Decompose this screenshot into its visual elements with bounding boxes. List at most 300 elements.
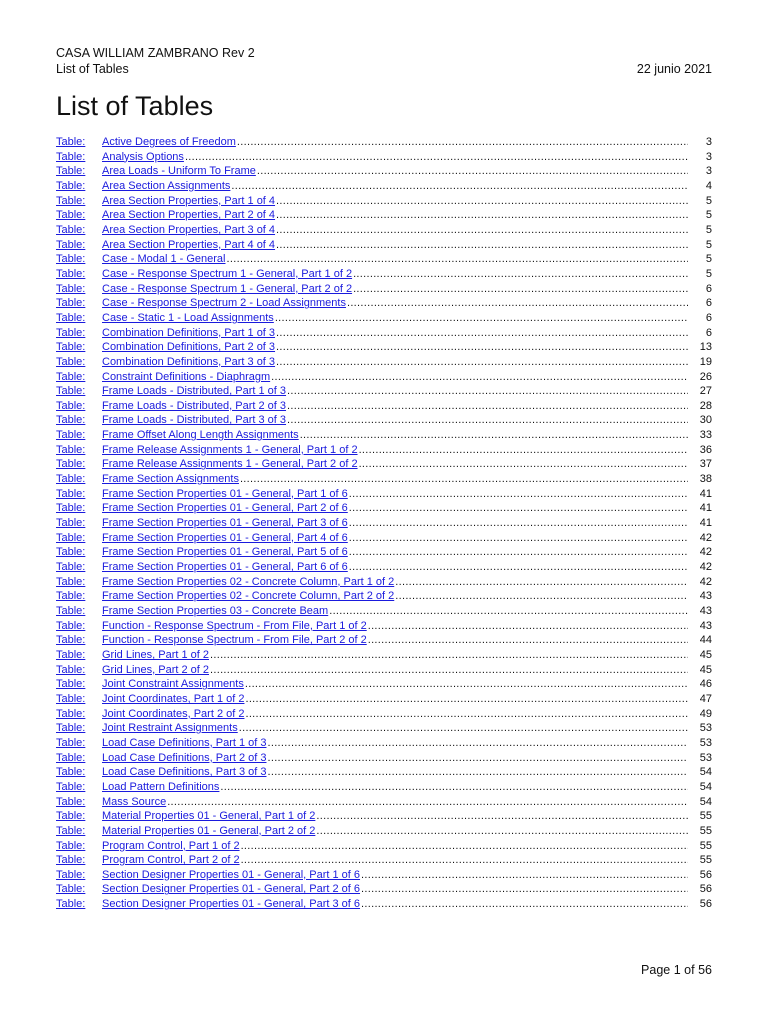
toc-entry — [56, 252, 712, 267]
page-of-label: of — [684, 963, 695, 977]
toc-entry-page-number: 30 — [699, 414, 712, 427]
toc-entry-link[interactable] — [56, 839, 688, 854]
toc-dot-leader — [347, 296, 688, 311]
toc-entry — [56, 399, 712, 414]
toc-entry-page-number: 42 — [699, 531, 712, 544]
toc-entry-page-number: 36 — [699, 443, 712, 456]
toc-dot-leader — [210, 648, 688, 663]
toc-entry — [56, 516, 712, 531]
toc-entry-link[interactable] — [56, 633, 688, 648]
toc-entry-prefix: Table: — [56, 546, 86, 559]
toc-entry-link[interactable] — [56, 164, 688, 179]
toc-entry-title: Area Section Properties, Part 1 of 4 — [102, 194, 276, 207]
toc-entry-link[interactable] — [56, 853, 688, 868]
toc-entry-title: Load Case Definitions, Part 1 of 3 — [102, 736, 267, 749]
toc-entry — [56, 296, 712, 311]
page-current: 1 — [673, 963, 681, 977]
toc-dot-leader — [185, 150, 688, 165]
toc-entry — [56, 267, 712, 282]
toc-entry — [56, 897, 712, 912]
toc-entry-link[interactable] — [56, 560, 688, 575]
toc-entry-title: Active Degrees of Freedom — [102, 136, 236, 148]
toc-entry-prefix: Table: — [56, 136, 86, 148]
toc-entry-page-number: 45 — [699, 663, 712, 676]
toc-dot-leader — [241, 839, 688, 854]
toc-entry — [56, 560, 712, 575]
toc-entry — [56, 589, 712, 604]
toc-entry — [56, 384, 712, 399]
toc-entry-page-number: 5 — [705, 253, 712, 266]
toc-entry-page-number: 5 — [705, 194, 712, 207]
page-header — [56, 45, 712, 77]
toc-entry-title: Case - Response Spectrum 1 - General, Part 2 of 2 — [102, 282, 353, 295]
toc-entry-link[interactable] — [56, 194, 688, 209]
toc-entry-page-number: 37 — [699, 458, 712, 471]
toc-dot-leader — [210, 663, 688, 678]
toc-entry — [56, 135, 712, 150]
toc-entry-page-number: 26 — [699, 370, 712, 383]
toc-entry — [56, 736, 712, 751]
toc-entry-title: Frame Loads - Distributed, Part 1 of 3 — [102, 385, 287, 398]
toc-entry-title: Section Designer Properties 01 - General, Part 1 of 6 — [102, 868, 361, 881]
toc-entry-page-number: 42 — [699, 561, 712, 574]
toc-entry-page-number: 53 — [699, 722, 712, 735]
toc-entry-prefix: Table: — [56, 780, 86, 793]
toc-dot-leader — [267, 736, 688, 751]
toc-entry-link[interactable] — [56, 223, 688, 238]
toc-entry-title: Area Section Properties, Part 2 of 4 — [102, 209, 276, 222]
page-footer — [641, 962, 712, 978]
toc-entry-page-number: 42 — [699, 575, 712, 588]
toc-entry-prefix: Table: — [56, 663, 86, 676]
toc-dot-leader — [395, 589, 688, 604]
toc-entry-page-number: 42 — [699, 546, 712, 559]
toc-entry-page-number: 55 — [699, 810, 712, 823]
toc-entry-prefix: Table: — [56, 502, 86, 515]
toc-entry-prefix: Table: — [56, 824, 86, 837]
toc-entry-prefix: Table: — [56, 751, 86, 764]
toc-entry — [56, 370, 712, 385]
toc-entry-link[interactable] — [56, 677, 688, 692]
toc-dot-leader — [271, 370, 688, 385]
toc-dot-leader — [237, 135, 688, 150]
toc-entry-page-number: 33 — [699, 429, 712, 442]
toc-entry-page-number: 4 — [705, 179, 712, 192]
toc-dot-leader — [276, 326, 688, 341]
toc-entry-prefix: Table: — [56, 253, 86, 266]
toc-entry-page-number: 55 — [699, 839, 712, 852]
toc-entry-title: Joint Coordinates, Part 1 of 2 — [102, 692, 245, 705]
toc-entry — [56, 150, 712, 165]
toc-entry-link[interactable] — [56, 179, 688, 194]
toc-entry — [56, 882, 712, 897]
toc-entry-link[interactable] — [56, 296, 688, 311]
toc-entry-page-number: 5 — [705, 223, 712, 236]
toc-dot-leader — [300, 428, 688, 443]
toc-dot-leader — [368, 619, 688, 634]
toc-entry-page-number: 38 — [699, 473, 712, 486]
toc-entry — [56, 208, 712, 223]
toc-entry-title: Analysis Options — [102, 150, 184, 163]
toc-entry-prefix: Table: — [56, 868, 86, 881]
toc-entry-title: Combination Definitions, Part 2 of 3 — [102, 341, 276, 354]
toc-dot-leader — [276, 340, 688, 355]
toc-entry-prefix: Table: — [56, 561, 86, 574]
toc-entry-page-number: 6 — [705, 311, 712, 324]
toc-entry-link[interactable] — [56, 545, 688, 560]
toc-entry-page-number: 43 — [699, 590, 712, 603]
toc-dot-leader — [349, 516, 688, 531]
toc-entry-title: Joint Restraint Assignments — [102, 722, 238, 735]
toc-entry-page-number: 6 — [705, 297, 712, 310]
toc-entry-prefix: Table: — [56, 795, 86, 808]
toc-dot-leader — [287, 384, 688, 399]
toc-entry-title: Frame Loads - Distributed, Part 2 of 3 — [102, 399, 287, 412]
toc-entry-page-number: 55 — [699, 824, 712, 837]
toc-entry-link[interactable] — [56, 443, 688, 458]
toc-entry-title: Section Designer Properties 01 - General, Part 3 of 6 — [102, 898, 361, 911]
toc-entry-link[interactable] — [56, 267, 688, 282]
toc-dot-leader — [257, 164, 688, 179]
toc-entry — [56, 282, 712, 297]
toc-entry-page-number: 6 — [705, 326, 712, 339]
toc-entry — [56, 443, 712, 458]
toc-dot-leader — [220, 780, 688, 795]
toc-entry-link[interactable] — [56, 882, 688, 897]
toc-dot-leader — [241, 853, 688, 868]
toc-entry — [56, 839, 712, 854]
toc-entry-page-number: 5 — [705, 267, 712, 280]
toc-entry-page-number: 53 — [699, 736, 712, 749]
toc-entry-link[interactable] — [56, 413, 688, 428]
toc-entry-prefix: Table: — [56, 150, 86, 163]
toc-entry-page-number: 47 — [699, 692, 712, 705]
toc-entry-prefix: Table: — [56, 634, 86, 647]
toc-dot-leader — [267, 751, 688, 766]
toc-dot-leader — [267, 765, 688, 780]
toc-entry — [56, 531, 712, 546]
toc-entry — [56, 487, 712, 502]
toc-entry — [56, 809, 712, 824]
toc-dot-leader — [245, 677, 688, 692]
toc-entry-prefix: Table: — [56, 311, 86, 324]
toc-entry-title: Joint Constraint Assignments — [102, 678, 244, 691]
toc-dot-leader — [276, 223, 688, 238]
toc-entry-page-number: 41 — [699, 487, 712, 500]
toc-entry — [56, 164, 712, 179]
toc-entry-prefix: Table: — [56, 341, 86, 354]
toc-entry-prefix: Table: — [56, 707, 86, 720]
toc-entry-prefix: Table: — [56, 223, 86, 236]
toc-dot-leader — [231, 179, 688, 194]
toc-entry-page-number: 5 — [705, 209, 712, 222]
page-title: List of Tables — [56, 91, 214, 121]
toc-entry — [56, 692, 712, 707]
toc-dot-leader — [361, 882, 688, 897]
toc-entry — [56, 780, 712, 795]
toc-entry-prefix: Table: — [56, 355, 86, 368]
toc-entry — [56, 633, 712, 648]
toc-entry-title: Frame Section Properties 03 - Concrete Beam — [102, 605, 329, 617]
toc-entry-link[interactable] — [56, 326, 688, 341]
toc-dot-leader — [361, 897, 688, 912]
toc-entry-page-number: 43 — [699, 619, 712, 632]
toc-entry-title: Combination Definitions, Part 3 of 3 — [102, 355, 276, 368]
toc-dot-leader — [276, 238, 688, 253]
toc-entry-title: Material Properties 01 - General, Part 2 of 2 — [102, 824, 316, 837]
toc-dot-leader — [227, 252, 689, 267]
toc-entry-link[interactable] — [56, 311, 688, 326]
toc-entry-prefix: Table: — [56, 766, 86, 779]
toc-dot-leader — [361, 868, 688, 883]
toc-entry-link[interactable] — [56, 399, 688, 414]
toc-entry — [56, 340, 712, 355]
toc-entry-page-number: 44 — [699, 634, 712, 647]
toc-entry-page-number: 27 — [699, 385, 712, 398]
toc-entry-link[interactable] — [56, 648, 688, 663]
header-row-top — [56, 45, 712, 61]
toc-entry-link[interactable] — [56, 487, 688, 502]
toc-entry-title: Frame Section Properties 01 - General, Part 1 of 6 — [102, 487, 348, 500]
toc-entry — [56, 545, 712, 560]
toc-entry-title: Case - Static 1 - Load Assignments — [102, 311, 274, 324]
toc-entry — [56, 751, 712, 766]
toc-entry-link[interactable] — [56, 370, 688, 385]
toc-entry — [56, 326, 712, 341]
toc-entry-link[interactable] — [56, 340, 688, 355]
toc-dot-leader — [287, 399, 688, 414]
toc-entry-link[interactable] — [56, 663, 688, 678]
toc-entry-link[interactable] — [56, 780, 688, 795]
toc-entry-prefix: Table: — [56, 619, 86, 632]
toc-entry-page-number: 41 — [699, 502, 712, 515]
toc-entry — [56, 179, 712, 194]
toc-entry — [56, 575, 712, 590]
toc-entry-title: Area Section Properties, Part 4 of 4 — [102, 238, 276, 251]
toc-entry-title: Constraint Definitions - Diaphragm — [102, 370, 271, 383]
toc-entry-title: Load Case Definitions, Part 3 of 3 — [102, 766, 267, 779]
toc-entry-link[interactable] — [56, 355, 688, 370]
toc-entry-title: Area Section Assignments — [102, 179, 231, 192]
toc-entry-link[interactable] — [56, 721, 688, 736]
toc-entry-link[interactable] — [56, 150, 688, 165]
toc-entry — [56, 355, 712, 370]
toc-entry-title: Grid Lines, Part 1 of 2 — [102, 648, 209, 661]
toc-entry-link[interactable] — [56, 457, 688, 472]
toc-entry-prefix: Table: — [56, 678, 86, 691]
toc-entry-link[interactable] — [56, 795, 688, 810]
toc-entry-title: Program Control, Part 1 of 2 — [102, 839, 240, 852]
toc-entry-page-number: 13 — [699, 341, 712, 354]
toc-entry — [56, 238, 712, 253]
toc-entry-link[interactable] — [56, 472, 688, 487]
toc-dot-leader — [316, 809, 688, 824]
toc-entry-prefix: Table: — [56, 443, 86, 456]
toc-entry-link[interactable] — [56, 868, 688, 883]
toc-entry-link[interactable] — [56, 897, 688, 912]
toc-dot-leader — [349, 487, 688, 502]
toc-entry — [56, 663, 712, 678]
toc-entry — [56, 765, 712, 780]
toc-entry-page-number: 55 — [699, 854, 712, 867]
toc-entry — [56, 413, 712, 428]
toc-dot-leader — [276, 208, 688, 223]
toc-entry-link[interactable] — [56, 531, 688, 546]
toc-dot-leader — [329, 604, 688, 619]
toc-entry-link[interactable] — [56, 751, 688, 766]
toc-entry-page-number: 6 — [705, 282, 712, 295]
toc-entry-title: Frame Section Properties 01 - General, Part 5 of 6 — [102, 546, 348, 559]
toc-entry-prefix: Table: — [56, 429, 86, 442]
toc-entry — [56, 457, 712, 472]
toc-entry-prefix: Table: — [56, 458, 86, 471]
toc-entry-link[interactable] — [56, 428, 688, 443]
toc-entry-prefix: Table: — [56, 297, 86, 310]
toc-entry — [56, 604, 712, 619]
toc-entry-link[interactable] — [56, 252, 688, 267]
toc-entry-title: Load Pattern Definitions — [102, 780, 220, 793]
toc-entry-prefix: Table: — [56, 517, 86, 530]
toc-entry-title: Function - Response Spectrum - From File, Part 1 of 2 — [102, 619, 367, 632]
toc-entry-prefix: Table: — [56, 590, 86, 603]
toc-entry-title: Combination Definitions, Part 1 of 3 — [102, 326, 276, 339]
toc-entry-prefix: Table: — [56, 179, 86, 192]
toc-dot-leader — [349, 531, 688, 546]
toc-entry-prefix: Table: — [56, 399, 86, 412]
toc-dot-leader — [245, 707, 688, 722]
toc-entry-prefix: Table: — [56, 605, 86, 617]
toc-entry — [56, 868, 712, 883]
toc-dot-leader — [359, 457, 688, 472]
toc-entry-link[interactable] — [56, 824, 688, 839]
toc-entry-prefix: Table: — [56, 810, 86, 823]
toc-entry — [56, 721, 712, 736]
toc-dot-leader — [245, 692, 688, 707]
toc-entry-prefix: Table: — [56, 736, 86, 749]
document-date: 22 junio 2021 — [636, 62, 712, 76]
toc-entry-prefix: Table: — [56, 165, 86, 178]
toc-entry-page-number: 3 — [705, 136, 712, 148]
toc-entry — [56, 311, 712, 326]
toc-entry-title: Frame Section Properties 01 - General, Part 4 of 6 — [102, 531, 348, 544]
toc-entry — [56, 707, 712, 722]
toc-entry-page-number: 3 — [705, 150, 712, 163]
toc-dot-leader — [287, 413, 688, 428]
toc-entry-page-number: 41 — [699, 517, 712, 530]
toc-entry-title: Frame Section Properties 01 - General, Part 3 of 6 — [102, 517, 348, 530]
toc-entry — [56, 677, 712, 692]
toc-entry-link[interactable] — [56, 135, 688, 150]
toc-entry-title: Frame Release Assignments 1 - General, Part 1 of 2 — [102, 443, 358, 456]
toc-entry — [56, 853, 712, 868]
toc-entry-prefix: Table: — [56, 487, 86, 500]
toc-entry-page-number: 5 — [705, 238, 712, 251]
toc-entry-page-number: 3 — [705, 165, 712, 178]
toc-entry-link[interactable] — [56, 282, 688, 297]
toc-entry-title: Joint Coordinates, Part 2 of 2 — [102, 707, 245, 720]
toc-entry-prefix: Table: — [56, 854, 86, 867]
toc-entry-title: Frame Loads - Distributed, Part 3 of 3 — [102, 414, 287, 427]
toc-entry-page-number: 45 — [699, 648, 712, 661]
page-total: 56 — [698, 963, 712, 977]
toc-entry — [56, 428, 712, 443]
toc-entry-title: Frame Section Assignments — [102, 473, 239, 486]
table-of-contents — [56, 135, 712, 912]
toc-entry-prefix: Table: — [56, 531, 86, 544]
toc-entry — [56, 648, 712, 663]
toc-entry-title: Area Section Properties, Part 3 of 4 — [102, 223, 276, 236]
toc-entry-link[interactable] — [56, 809, 688, 824]
toc-entry-prefix: Table: — [56, 282, 86, 295]
toc-entry-title: Area Loads - Uniform To Frame — [102, 165, 256, 178]
toc-entry-link[interactable] — [56, 692, 688, 707]
toc-dot-leader — [276, 355, 688, 370]
toc-entry-prefix: Table: — [56, 194, 86, 207]
toc-dot-leader — [239, 721, 688, 736]
toc-entry-link[interactable] — [56, 501, 688, 516]
toc-entry-page-number: 46 — [699, 678, 712, 691]
toc-entry-page-number: 53 — [699, 751, 712, 764]
toc-dot-leader — [316, 824, 688, 839]
toc-entry-title: Program Control, Part 2 of 2 — [102, 854, 240, 867]
toc-entry-link[interactable] — [56, 619, 688, 634]
toc-entry-title: Case - Modal 1 - General — [102, 253, 226, 266]
toc-entry-page-number: 28 — [699, 399, 712, 412]
toc-entry-link[interactable] — [56, 765, 688, 780]
toc-entry-prefix: Table: — [56, 385, 86, 398]
toc-entry-prefix: Table: — [56, 898, 86, 911]
header-row-bottom — [56, 61, 712, 77]
toc-entry — [56, 223, 712, 238]
document-title: CASA WILLIAM ZAMBRANO Rev 2 — [56, 46, 255, 60]
page-label: Page — [641, 963, 671, 977]
toc-entry-title: Frame Offset Along Length Assignments — [102, 429, 299, 442]
toc-dot-leader — [276, 194, 688, 209]
toc-entry-link[interactable] — [56, 516, 688, 531]
toc-entry-page-number: 56 — [699, 868, 712, 881]
section-name: List of Tables — [56, 62, 129, 76]
toc-dot-leader — [240, 472, 688, 487]
toc-entry-prefix: Table: — [56, 414, 86, 427]
toc-entry-link[interactable] — [56, 707, 688, 722]
toc-entry-page-number: 56 — [699, 883, 712, 896]
toc-entry-title: Case - Response Spectrum 1 - General, Part 1 of 2 — [102, 267, 353, 280]
toc-entry-title: Load Case Definitions, Part 2 of 3 — [102, 751, 267, 764]
toc-entry-prefix: Table: — [56, 370, 86, 383]
toc-entry-link[interactable] — [56, 604, 688, 619]
toc-entry-title: Frame Section Properties 01 - General, Part 2 of 6 — [102, 502, 348, 515]
toc-entry-prefix: Table: — [56, 267, 86, 280]
toc-entry — [56, 501, 712, 516]
toc-dot-leader — [349, 560, 688, 575]
toc-entry-title: Function - Response Spectrum - From File, Part 2 of 2 — [102, 634, 367, 647]
toc-dot-leader — [395, 575, 688, 590]
toc-entry-link[interactable] — [56, 589, 688, 604]
toc-entry-page-number: 49 — [699, 707, 712, 720]
toc-entry-link[interactable] — [56, 575, 688, 590]
toc-dot-leader — [353, 282, 688, 297]
toc-entry-link[interactable] — [56, 384, 688, 399]
toc-entry-prefix: Table: — [56, 722, 86, 735]
toc-dot-leader — [349, 501, 688, 516]
toc-entry-page-number: 54 — [699, 780, 712, 793]
toc-entry-link[interactable] — [56, 736, 688, 751]
toc-entry-link[interactable] — [56, 208, 688, 223]
toc-entry-title: Frame Section Properties 02 - Concrete Column, Part 1 of 2 — [102, 575, 395, 588]
toc-entry-link[interactable] — [56, 238, 688, 253]
toc-entry — [56, 795, 712, 810]
toc-dot-leader — [353, 267, 688, 282]
